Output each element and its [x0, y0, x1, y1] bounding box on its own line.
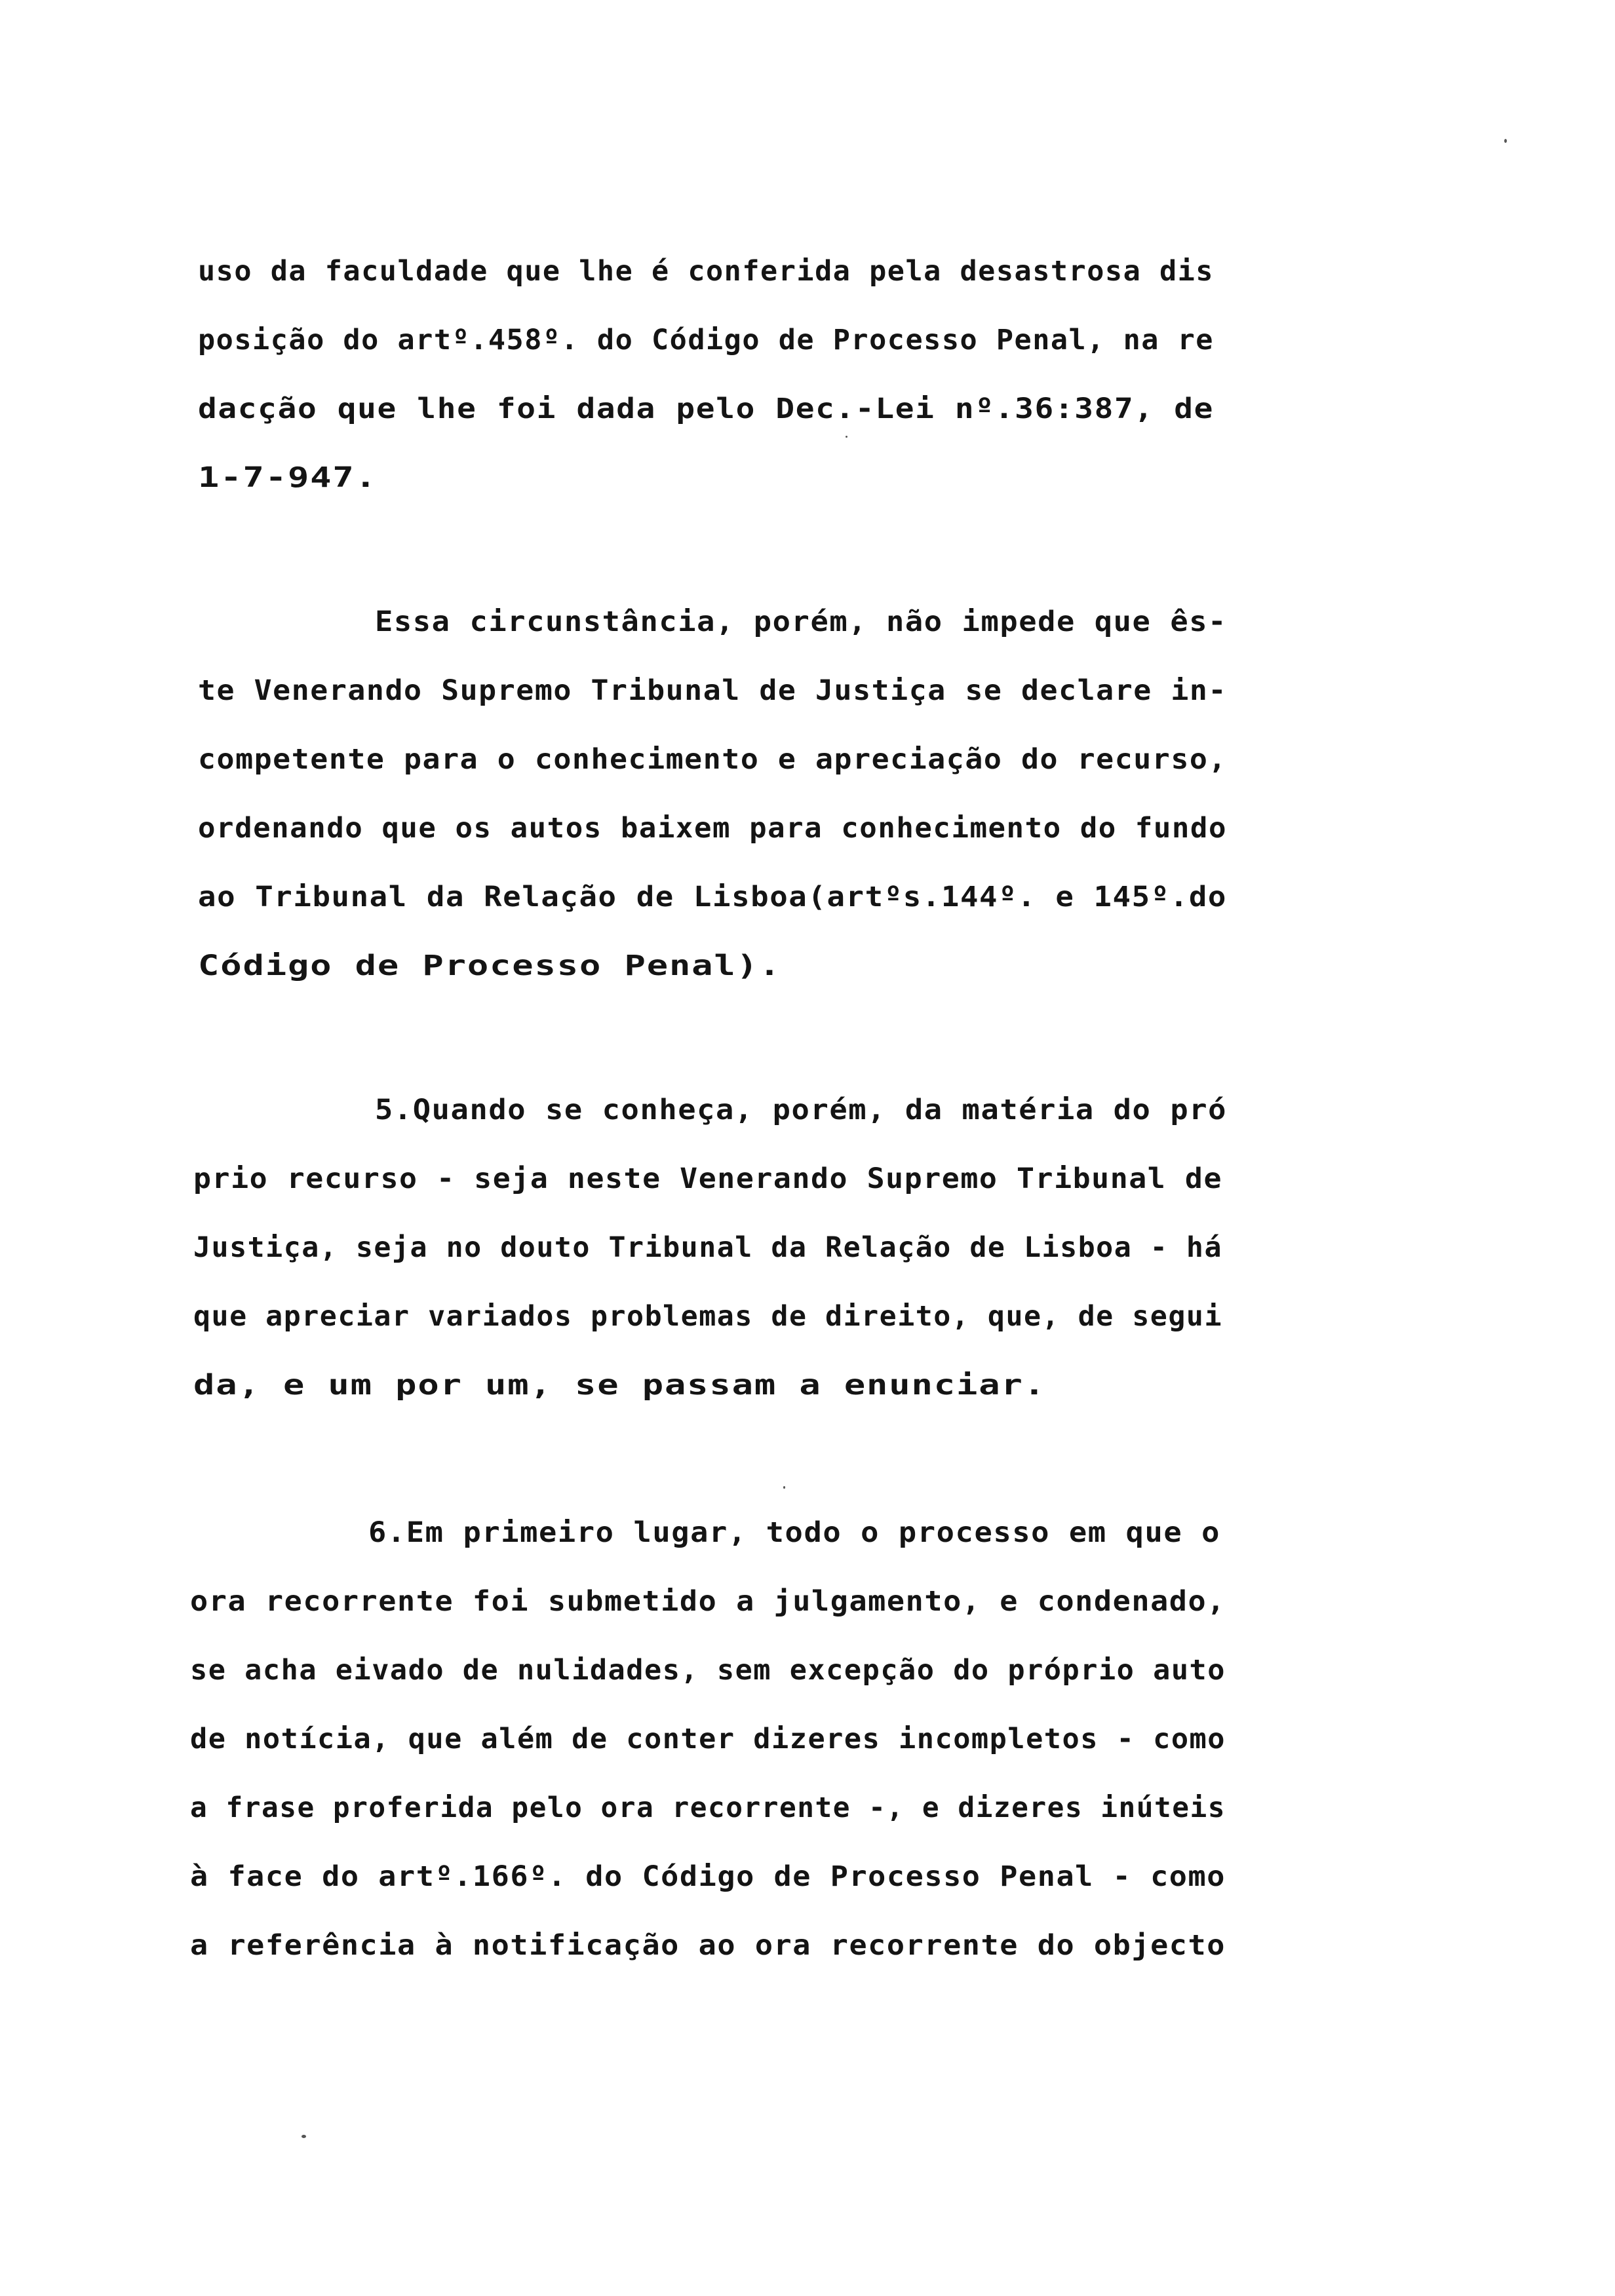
- text-line: a referência à notificação ao ora recorrente do objecto: [190, 1929, 1226, 1962]
- text-line: posição do artº.458º. do Código de Processo Penal, na re: [198, 324, 1214, 356]
- scan-speck: [302, 2135, 306, 2138]
- text-line: de notícia, que além de conter dizeres incompletos - como: [190, 1723, 1226, 1755]
- text-line: Justiça, seja no douto Tribunal da Relação de Lisboa - há: [193, 1231, 1222, 1264]
- text-line: que apreciar variados problemas de direito, que, de segui: [193, 1300, 1222, 1333]
- text-line: ora recorrente foi submetido a julgamento, e condenado,: [190, 1585, 1226, 1618]
- text-line: te Venerando Supremo Tribunal de Justiça se declare in-: [198, 674, 1228, 707]
- scan-speck: [846, 436, 847, 438]
- text-line: Essa circunstância, porém, não impede que ês-: [375, 605, 1227, 638]
- text-line: 1-7-947.: [198, 461, 378, 494]
- scan-speck: [1504, 139, 1507, 143]
- text-line: ao Tribunal da Relação de Lisboa(artºs.144º. e 145º.do: [198, 881, 1227, 913]
- text-line: da, e um por um, se passam a enunciar.: [193, 1369, 1046, 1402]
- text-line: dacção que lhe foi dada pelo Dec.-Lei nº.36:387, de: [198, 392, 1214, 425]
- text-line: 6.Em primeiro lugar, todo o processo em que o: [368, 1516, 1220, 1549]
- text-line: competente para o conhecimento e apreciação do recurso,: [198, 743, 1228, 776]
- text-line: prio recurso - seja neste Venerando Supremo Tribunal de: [193, 1162, 1223, 1195]
- scan-speck: [783, 1486, 785, 1489]
- text-line: a frase proferida pelo ora recorrente -, e dizeres inúteis: [190, 1791, 1226, 1824]
- text-line: se acha eivado de nulidades, sem excepção do próprio auto: [190, 1654, 1226, 1687]
- text-line: ordenando que os autos baixem para conhecimento do fundo: [198, 812, 1227, 845]
- text-line: à face do artº.166º. do Código de Processo Penal - como: [190, 1860, 1226, 1893]
- text-line: 5.Quando se conheça, porém, da matéria do pró: [375, 1094, 1227, 1126]
- text-line: uso da faculdade que lhe é conferida pela desastrosa dis: [198, 255, 1214, 288]
- text-line: Código de Processo Penal).: [198, 949, 782, 982]
